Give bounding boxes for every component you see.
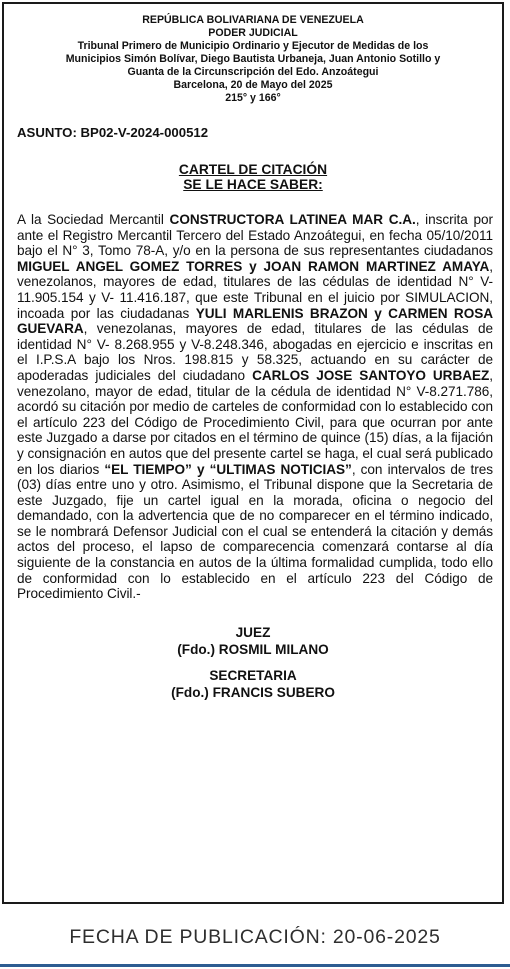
court-header [4,4,502,105]
body-text-segment: , inscrita por ante el Registro Mercantil Tercero del Estado Anzoátegui, en fecha 05/10/2011 bajo el N° 3, Tomo 78-A, y/o en la persona de sus representantes ciudadanos [17,212,493,259]
company-name: CONSTRUCTORA LATINEA MAR C.A. [169,212,416,227]
header-judicial-power: PODER JUDICIAL [208,27,298,39]
client-name: CARLOS JOSE SANTOYO URBAEZ [252,367,490,383]
secretary-name: (Fdo.) FRANCIS SUBERO [171,685,335,701]
signatures-block [4,624,502,702]
body-text-segment: , venezolanas, mayores de edad, titulares de las cédulas de identidad N° V- 8.268.955 y V-8.248.346, abogadas en ejercicio e inscritas en el I.P.S.A bajo los Nros. 198.815 y 58.325, actuando en su carácter de apoderadas judiciales del ciudadano [17,321,493,383]
notice-title-line2: SE LE HACE SABER: [183,177,323,192]
body-text-segment: , con intervalos de tres (03) días entre uno y otro. Asimismo, el Tribunal dispone que la Secretaria de este Juzgado, fije un cartel igual en la morada, oficina o negocio del demandado, con la advertencia que de no comparecer en el término indicado, se le nombrará Defensor Judicial con el cual se entenderá la citación y demás actos del proceso, el lapso de comparecencia comenzará contarse al día siguiente de la constancia en autos de la última formalidad cumplida, todo ello de conformidad con lo establecido en el artículo 223 del Código de Procedimiento Civil.- [17,461,493,602]
legal-notice [2,2,504,904]
plaintiffs-names: YULI MARLENIS BRAZON y CARMEN ROSA GUEVARA [17,305,493,337]
body-text-segment: , venezolano, mayor de edad, titular de la cédula de identidad N° V-8.271.786, acordó su citación por medio de carteles de conformidad con lo establecido con el artículo 223 del Código de Procedimiento Civil, para que ocurran por ante este Juzgado a darse por citados en el término de quince (15) días, a la fijación y consignación en autos que del presente cartel se haga, el cual será publicado en los diarios [17,367,493,477]
publication-date: FECHA DE PUBLICACIÓN: 20-06-2025 [69,926,441,948]
header-years: 215° y 166° [225,92,281,104]
notice-body [17,212,493,602]
judge-title: JUEZ [235,624,271,640]
header-circumscription: Guanta de la Circunscripción del Edo. Anzoátegui [127,66,379,78]
signature-spacer [4,659,502,667]
notice-title-line1: CARTEL DE CITACIÓN [178,162,328,177]
notice-title [4,162,502,192]
newspapers-names: “EL TIEMPO” y “ULTIMAS NOTICIAS” [104,461,352,477]
bottom-rule [0,964,510,967]
judge-name: (Fdo.) ROSMIL MILANO [177,642,329,658]
header-municipalities: Municipios Simón Bolívar, Diego Bautista Urbaneja, Juan Antonio Sotillo y [65,53,441,65]
secretary-title: SECRETARIA [209,667,297,683]
header-date: Barcelona, 20 de Mayo del 2025 [173,79,333,91]
representatives-names: MIGUEL ANGEL GOMEZ TORRES y JOAN RAMON MARTINEZ AMAYA [17,258,490,274]
body-text-segment: , venezolanos, mayores de edad, titulares de las cédulas de identidad N° V- 11.905.154 y V- 11.416.187, que este Tribunal en el juicio por SIMULACION, incoada por las ciudadanas [17,258,493,321]
header-court-name: Tribunal Primero de Municipio Ordinario y Ejecutor de Medidas de los [77,40,429,52]
body-text-segment: A la Sociedad Mercantil [17,212,170,227]
header-republic: REPÚBLICA BOLIVARIANA DE VENEZUELA [142,14,364,26]
case-number: ASUNTO: BP02-V-2024-000512 [17,125,209,140]
